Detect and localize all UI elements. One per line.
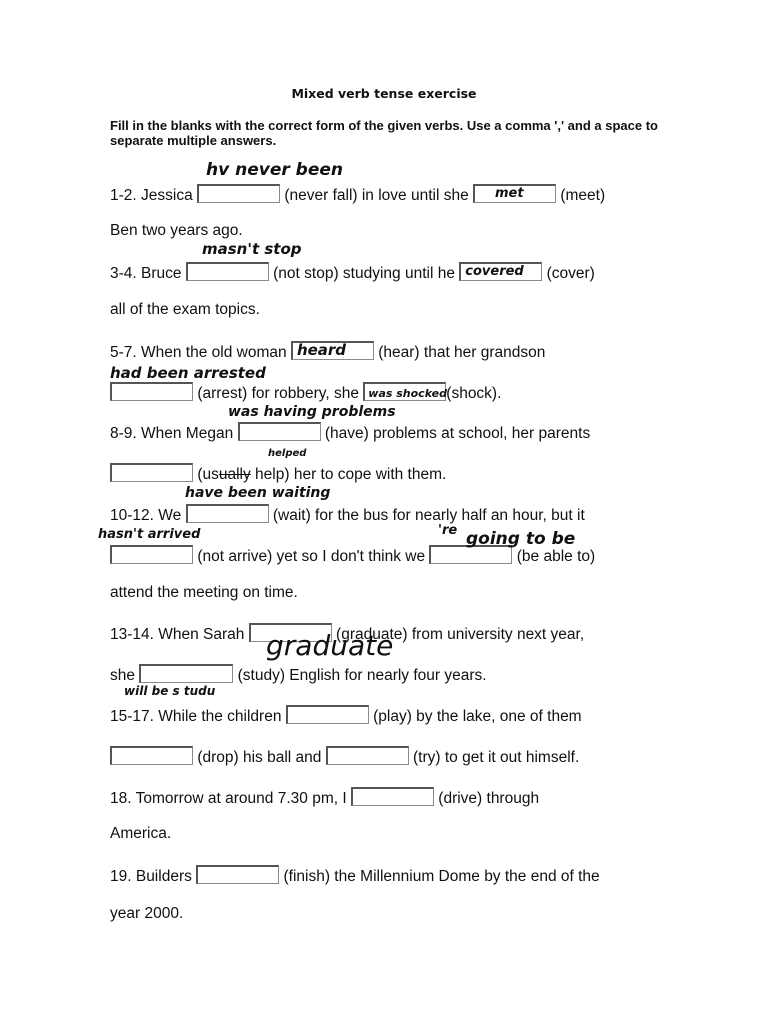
question-text: (have) problems at school, her parents [324, 425, 591, 442]
question-18 [110, 787, 539, 807]
handwritten-answer-10: have been waiting [185, 485, 331, 501]
answer-7-text: was shocked [368, 387, 447, 400]
question-text: 19. Builders [110, 868, 192, 885]
question-text: (be able to) [516, 548, 596, 565]
question-8-9 [110, 422, 590, 442]
handwritten-answer-8: was having problems [228, 404, 396, 420]
handwritten-answer-3: masn't stop [202, 240, 302, 258]
question-15-17-cont [110, 746, 579, 766]
answer-box-3[interactable] [186, 262, 269, 281]
answer-box-19[interactable] [196, 865, 279, 884]
answer-4-text: covered [465, 264, 524, 279]
crossed-out-text: ually [218, 466, 251, 483]
question-text: 18. Tomorrow at around 7.30 pm, I [110, 790, 347, 807]
handwritten-answer-6: had been arrested [110, 364, 266, 382]
question-1-2-cont [110, 221, 243, 241]
question-text: attend the meeting on time. [110, 584, 298, 601]
answer-box-17[interactable] [326, 746, 409, 765]
question-text: (drop) his ball and [197, 749, 322, 766]
question-8-9-cont [110, 463, 446, 483]
question-text: (arrest) for robbery, she [197, 385, 359, 402]
question-text: (us [197, 466, 219, 483]
question-text: 1-2. Jessica [110, 187, 193, 204]
answer-box-4[interactable] [459, 262, 542, 281]
answer-box-1[interactable] [197, 184, 280, 203]
handwritten-answer-12-prefix: 're [438, 523, 458, 538]
handwritten-answer-1: hv never been [206, 160, 343, 180]
question-text: 10-12. We [110, 507, 182, 524]
answer-box-2[interactable] [473, 184, 556, 203]
question-text: all of the exam topics. [110, 301, 260, 318]
question-text: (shock). [446, 385, 502, 402]
answer-2-text: met [495, 186, 524, 201]
handwritten-answer-13: graduate [266, 629, 394, 662]
question-text: she [110, 667, 135, 684]
answer-box-18[interactable] [351, 787, 434, 806]
question-3-4-cont [110, 300, 260, 320]
question-5-7-cont [110, 382, 501, 402]
question-1-2 [110, 184, 605, 204]
question-15-17 [110, 705, 582, 725]
question-text: (not arrive) yet so I don't think we [197, 548, 426, 565]
question-text: (cover) [546, 265, 595, 282]
question-3-4 [110, 262, 595, 282]
question-text: (not stop) studying until he [273, 265, 455, 282]
handwritten-answer-11: hasn't arrived [98, 527, 201, 542]
question-18-cont [110, 824, 171, 844]
question-text: (study) English for nearly four years. [237, 667, 487, 684]
question-5-7 [110, 341, 545, 361]
question-text: year 2000. [110, 905, 184, 922]
question-text: (meet) [560, 187, 606, 204]
question-19 [110, 865, 600, 885]
answer-box-7[interactable] [363, 382, 446, 401]
question-text: (drive) through [438, 790, 540, 807]
question-19-cont [110, 904, 183, 924]
page-title: Mixed verb tense exercise [291, 86, 477, 101]
instructions: Fill in the blanks with the correct form of the given verbs. Use a comma ',' and a space to separate multiple answers. [110, 118, 658, 148]
answer-box-6[interactable] [110, 382, 193, 401]
answer-box-15[interactable] [286, 705, 369, 724]
question-text: 13-14. When Sarah [110, 626, 245, 643]
question-text: 15-17. While the children [110, 708, 282, 725]
question-text: Ben two years ago. [110, 222, 243, 239]
question-text: (finish) the Millennium Dome by the end of the [283, 868, 600, 885]
question-text: (play) by the lake, one of them [373, 708, 582, 725]
question-text: 8-9. When Megan [110, 425, 234, 442]
question-text: (hear) that her grandson [378, 344, 546, 361]
question-13-14-cont [110, 664, 487, 684]
handwritten-answer-14: will be s tudu [124, 684, 216, 698]
question-text: (try) to get it out himself. [413, 749, 580, 766]
answer-box-5[interactable] [291, 341, 374, 360]
question-10-12 [110, 504, 585, 524]
answer-box-16[interactable] [110, 746, 193, 765]
answer-box-14[interactable] [139, 664, 233, 683]
answer-box-11[interactable] [110, 545, 193, 564]
answer-box-8[interactable] [238, 422, 321, 441]
question-text: 5-7. When the old woman [110, 344, 287, 361]
question-text: America. [110, 825, 172, 842]
question-text: (never fall) in love until she [284, 187, 469, 204]
question-text: 3-4. Bruce [110, 265, 182, 282]
question-10-12-end [110, 583, 298, 603]
question-text: (wait) for the bus for nearly half an hour, but it [272, 507, 585, 524]
handwritten-answer-9: helped [268, 448, 307, 459]
answer-box-10[interactable] [186, 504, 269, 523]
answer-5-text: heard [296, 341, 347, 359]
question-text: help) her to cope with them. [250, 466, 447, 483]
answer-box-9[interactable] [110, 463, 193, 482]
question-text: (graduate) from university next year, [336, 626, 585, 643]
handwritten-answer-12: going to be [466, 529, 576, 549]
